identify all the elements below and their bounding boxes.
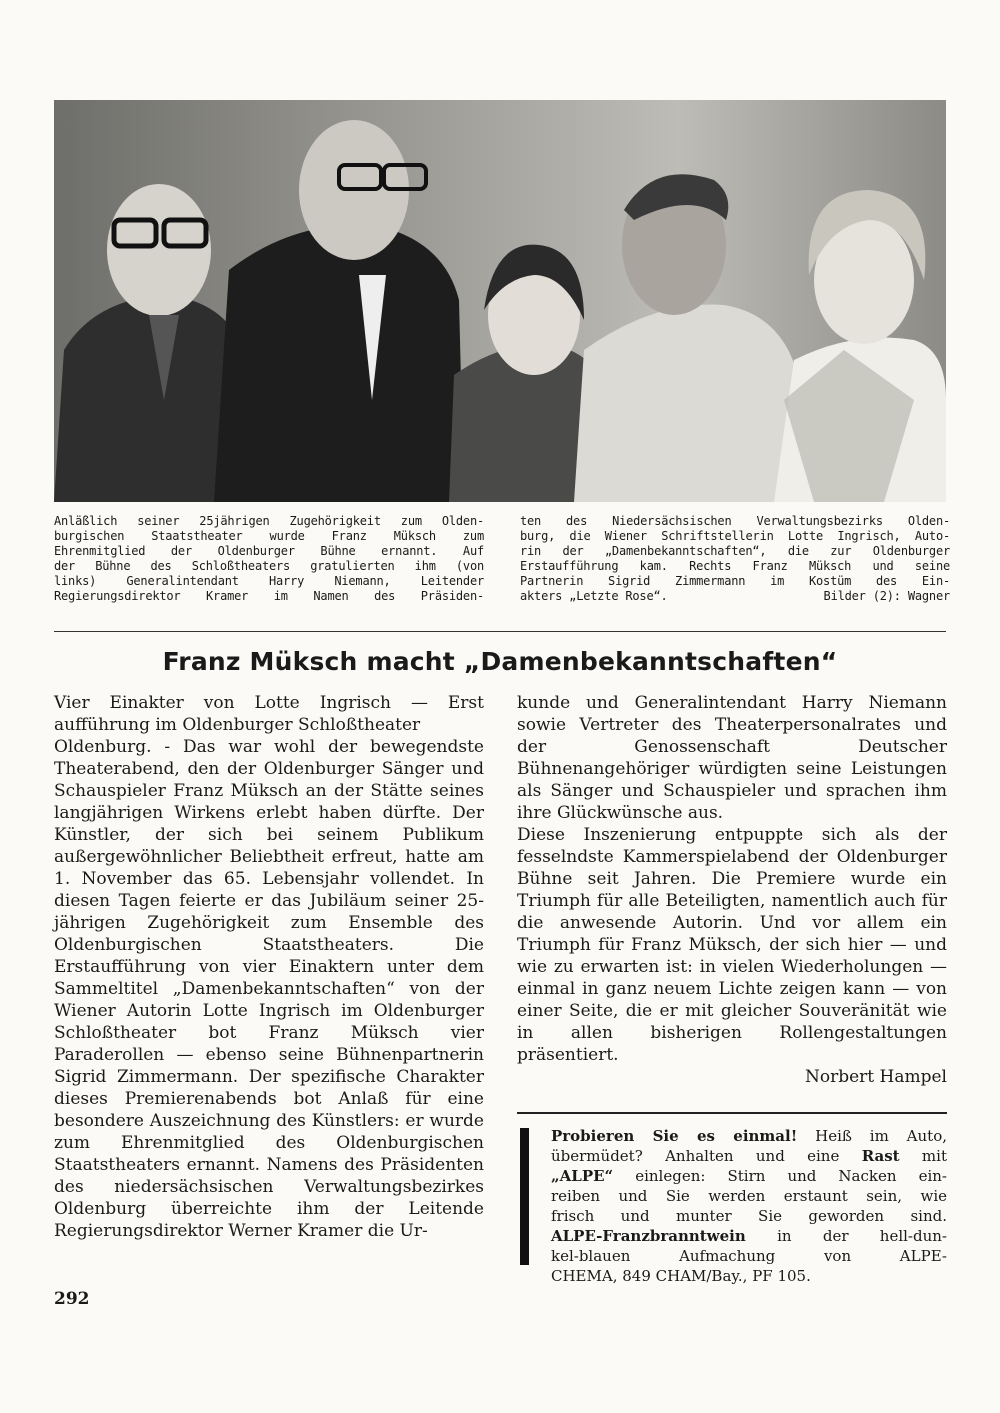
ad-text-run: reiben und Sie werden erstaunt sein, wie [551, 1187, 947, 1205]
ad-text-run: frisch und munter Sie geworden sind. [551, 1207, 947, 1225]
caption-line: Partnerin Sigrid Zimmermann im Kostüm des Ein- [520, 574, 950, 588]
ad-text-run: ALPE-Franzbranntwein [551, 1227, 746, 1245]
divider [54, 631, 946, 632]
photo-caption-left [54, 514, 484, 604]
article-headline: Franz Müksch macht „Damenbekanntschaften“ [162, 647, 838, 676]
ad-text-run: „ALPE“ [551, 1167, 614, 1185]
ad-line [551, 1186, 947, 1206]
article-author: Norbert Hampel [804, 1067, 947, 1087]
article-photo [54, 100, 946, 502]
caption-line: links) Generalintendant Harry Niemann, Leitender [54, 574, 484, 588]
ad-line [551, 1226, 947, 1246]
ad-text-run: übermüdet? Anhalten und eine [551, 1147, 862, 1165]
article-column-left [54, 692, 484, 1242]
caption-last-row [520, 589, 950, 604]
photo-group-of-five-icon [54, 100, 946, 502]
ad-line [551, 1166, 947, 1186]
caption-line: burgischen Staatstheater wurde Franz Müksch zum [54, 529, 484, 543]
ad-text-run: einlegen: Stirn und Nacken ein- [613, 1167, 947, 1185]
article-subtitle: Vier Einakter von Lotte Ingrisch — Erst aufführung im Oldenburger Schloßtheater [54, 693, 484, 735]
ad-line [551, 1206, 947, 1226]
ad-text-run: mit [899, 1147, 947, 1165]
ad-line [551, 1126, 947, 1146]
ad-text-run: kel-blauen Aufmachung von ALPE- [551, 1247, 947, 1265]
article-paragraph: Oldenburg. - Das war wohl der bewegendste Theaterabend, den der Oldenburger Sänger und Schauspieler Franz Müksch an der Stätte seines langjährigen Wirkens erlebt haben dürfte. Der Künstler, der sich bei seinem Publikum außergewöhnlicher Beliebtheit erfreut, hatte am 1. November das 65. Lebensjahr vollendet. In diesen Tagen feierte er das Jubiläum seiner 25-jährigen Zugehörigkeit zum Ensemble des Oldenburgischen Staatstheaters. Die Erstaufführung von vier Einaktern unter dem Sammeltitel „Damenbekanntschaften“ von der Wiener Autorin Lotte Ingrisch im Oldenburger Schloßtheater bot Franz Müksch vier Paraderollen — ebenso seine Bühnenpartnerin Sigrid Zimmermann. Der spezifische Charakter dieses Premierenabends bot Anlaß für eine besondere Auszeichnung des Künstlers: er wurde zum Ehrenmitglied des Oldenburgischen Staatstheaters ernannt. Namens des Präsidenten des niedersächsischen Verwaltungsbezirkes Oldenburg überreichte ihm der Leitende Regierungsdirektor Werner Kramer die Ur- [54, 737, 484, 1241]
caption-line: burg, die Wiener Schriftstellerin Lotte Ingrisch, Auto- [520, 529, 950, 543]
ad-text-run: in der hell-dun- [745, 1227, 947, 1245]
ad-divider [517, 1112, 947, 1114]
caption-line: Anläßlich seiner 25jährigen Zugehörigkeit zum Olden- [54, 514, 484, 528]
caption-line: akters „Letzte Rose“. [520, 589, 668, 603]
caption-line: Erstaufführung kam. Rechts Franz Müksch und seine [520, 559, 950, 573]
photo-caption-right [520, 514, 950, 604]
caption-line: Ehrenmitglied der Oldenburger Bühne ernannt. Auf [54, 544, 484, 558]
caption-line: rin der „Damenbekanntschaften“, die zur Oldenburger [520, 544, 950, 558]
article-paragraph: kunde und Generalintendant Harry Niemann sowie Vertreter des Theaterpersonalrates und der Genossenschaft Deutscher Bühnenangehöriger würdigten seine Leistungen als Sänger und Schauspieler und sprachen ihm ihre Glückwünsche aus. [517, 693, 947, 823]
ad-text-run: Probieren Sie es einmal! [551, 1127, 798, 1145]
ad-line [551, 1146, 947, 1166]
ad-line: CHEMA, 849 CHAM/Bay., PF 105. [551, 1267, 811, 1285]
page-number: 292 [54, 1289, 90, 1309]
ad-text-run: Rast [861, 1147, 900, 1165]
ad-text-run: Heiß im Auto, [797, 1127, 947, 1145]
article-paragraph: Diese Inszenierung entpuppte sich als der fesselndste Kammerspielabend der Oldenburger Bühne seit Jahren. Die Premiere wurde ein Triumph für alle Beteiligten, namentlich auch für die anwesende Autorin. Und vor allem ein Triumph für Franz Müksch, der sich hier — und wie zu erwarten ist: in vielen Wiederholungen — einmal in ganz neuem Lichte zeigen kann — von einer Seite, die er mit gleicher Souveränität wie in allen bisherigen Rollengestaltungen präsentiert. [517, 825, 947, 1065]
caption-line: ten des Niedersächsischen Verwaltungsbezirks Olden- [520, 514, 950, 528]
advertisement [551, 1126, 947, 1286]
ad-line [551, 1246, 947, 1266]
caption-line: der Bühne des Schloßtheaters gratulierten ihm (von [54, 559, 484, 573]
ad-marker-bar [520, 1128, 529, 1265]
caption-line: Regierungsdirektor Kramer im Namen des Präsiden- [54, 589, 484, 603]
photo-credit: Bilder (2): Wagner [823, 589, 950, 603]
article-column-right [517, 692, 947, 1088]
